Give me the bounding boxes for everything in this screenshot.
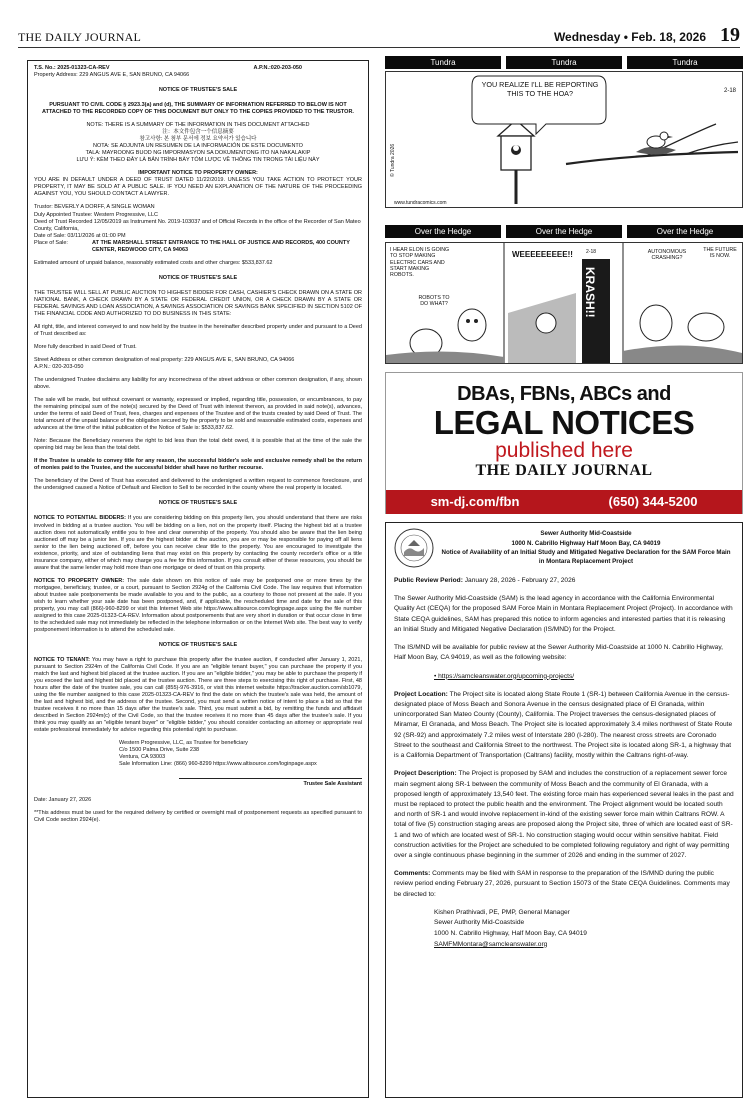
translation-notes [34, 122, 362, 164]
trustor: Trustor: BEVERLY A DORFF, A SINGLE WOMAN [34, 204, 155, 211]
hedge-panel1-reply: ROBOTS TO DO WHAT? [418, 295, 450, 308]
hedge-strip [385, 242, 743, 364]
note-tagalog: TALA: MAYROONG BUOD NG IMPORMASYON SA DOKUMENTONG ITO NA NAKALAKIP [85, 150, 311, 157]
page-number: 19 [720, 24, 740, 46]
fully-described: More fully described in said Deed of Trust. [34, 343, 137, 350]
sewer-website-link[interactable]: • https://samcleanswater.org/upcoming-projects/ [434, 672, 575, 680]
address-line: Sale Information Line: (866) 960-8299 https://www.altisource.com/loginpage.aspx [119, 761, 317, 768]
description-label: Project Description: [394, 770, 457, 778]
hedge-panel2-date: 2-18 [586, 249, 597, 255]
tundra-strip [385, 71, 743, 208]
comic-title: Tundra [506, 56, 622, 69]
ad-line-1: DBAs, FBNs, ABCs and [457, 383, 671, 405]
owner-body: The sale date shown on this notice of sale may be postponed one or more times by the mortgagee, beneficiary, trustee, or a court, pursuant to Section 2924g of the California Civil Code. The law requires that information about trustee sale postponements be made available to you and to the public, as a courtesy to those not present at the sale. If you wish to learn whether your sale date has been postponed, and, if applicable, the rescheduled time and date for the sale of this property, you may call (866)-960-8299 or visit this Internet Web site https://www.altisource.com/loginpage.aspx using the file number assigned to this case 2025-01323-CA-REV. Information about postponements that are very short in duration or that occur close in time to the scheduled sale may not immediately be reflected in the telephone information or on the Internet Web site. The best way to verify postponement information is to attend the scheduled sale. [34, 577, 362, 633]
address-line: Ventura, CA 93003 [119, 754, 166, 761]
sewer-org: Sewer Authority Mid-Coastside [540, 530, 632, 538]
beneficiary-paragraph: The beneficiary of the Deed of Trust has executed and delivered to the undersigned a written request to commence foreclosure, and the undersigned caused a Notice of Default and Election to Sell to be recorded in the county where the real property is located. [34, 478, 362, 492]
tundra-copyright: © Tundra 2026 [390, 143, 396, 177]
bidders-notice [34, 515, 362, 571]
note-korean: 참고사항: 본 첨부 문서에 정보 요약서가 있습니다 [139, 136, 257, 143]
right-title-paragraph: All right, title, and interest conveyed to and now held by the trustee in the hereinafter described property under and pursuant to a Deed of Trust described as: [34, 323, 362, 337]
place-of-sale [34, 240, 362, 254]
tundra-speech: YOU REALIZE I'LL BE REPORTING THIS TO THE HOA? [481, 80, 599, 99]
tenant-label: NOTICE TO TENANT: [34, 657, 90, 663]
place-label: Place of Sale: [34, 239, 68, 246]
legal-notices-ad[interactable] [385, 372, 743, 514]
comments-body: Comments may be filed with SAM in response to the preparation of the IS/MND during the public review period ending February 27, 2026, pursuant to Section 15073 of the State CEQA Guidelines. Comments may be directed to: [394, 870, 730, 898]
tundra-url: www.tundracomics.com [394, 200, 447, 206]
contact-line: 1000 N. Cabrillo Highway, Half Moon Bay, CA 94019 [434, 930, 587, 937]
duly-appointed-trustee: Duly Appointed Trustee: Western Progressive, LLC [34, 211, 159, 218]
apn-bottom: A.P.N.: 020-203-050 [34, 364, 84, 370]
place-value: AT THE MARSHALL STREET ENTRANCE TO THE HALL OF JUSTICE AND RECORDS, 400 COUNTY CENTER, REDWOOD CITY, CA 94063 [92, 239, 350, 253]
apn-top: A.P.N.:020-203-050 [253, 65, 302, 71]
important-heading: IMPORTANT NOTICE TO PROPERTY OWNER: [138, 170, 258, 177]
hedge-panel3-a: AUTONOMOUS CRASHING? [647, 249, 687, 262]
sewer-availability: The IS/MND will be available for public review at the Sewer Authority Mid-Coastside at 1000 N. Cabrillo Highway, Half Moon Bay, CA 94019, as well as the following website: [394, 644, 723, 662]
ts-header-row [34, 65, 362, 72]
contact-block [394, 908, 734, 950]
hedge-panel2-shout: WEEEEEEEEE!! [512, 250, 573, 259]
auction-paragraph: THE TRUSTEE WILL SELL AT PUBLIC AUCTION TO HIGHEST BIDDER FOR CASH, CASHIER'S CHECK DRAWN ON A STATE OR NATIONAL BANK, A CHECK DRAWN BY A STATE OR FEDERAL CREDIT UNION, OR A CHECK DRAWN BY A STATE OR FEDERAL SAVINGS AND LOAN ASSOCIATION, A SAVINGS ASSOCIATION OR SAVINGS BANK SPECIFIED IN SECTION 5102 OF THE FINANCIAL CODE AND AUTHORIZED TO DO BUSINESS IN THIS STATE: [34, 289, 362, 317]
signature-label: Trustee Sale Assistant [179, 778, 362, 788]
civil-code-summary: PURSUANT TO CIVIL CODE § 2923.3(a) and (d), THE SUMMARY OF INFORMATION REFERRED TO BELOW IS NOT ATTACHED TO THE RECORDED COPY OF THIS DOCUMENT BUT ONLY TO THE COPIES PROVIDED TO THE TRUSTOR. [42, 102, 354, 116]
comic-title: Tundra [385, 56, 501, 69]
comic-title: Over the Hedge [385, 225, 501, 238]
sewer-titles [438, 529, 734, 566]
trustee-sale-notice [27, 60, 369, 1098]
beneficiary-note: Note: Because the Beneficiary reserves the right to bid less than the total debt owed, it is possible that at the time of the sale the opening bid may be less than the total debt. [34, 438, 362, 452]
footnote: **This address must be used for the required delivery by certified or overnight mail of postponement requests as specified pursuant to Civil Code section 2924(e). [34, 809, 362, 823]
sale-paragraph: The sale will be made, but without covenant or warranty, expressed or implied, regarding title, possession, or encumbrances, to pay the remaining principal sum of the note(s) secured by the Deed of Trust with interest thereon, as provided in said note(s), advances, under the terms of said Deed of Trust, fees, charges and expenses of the Trustee and of the trusts created by said Deed of Trust. The total amount of the unpaid balance of the obligation secured by the property to be sold and reasonable estimated costs, expenses and advances at the time of the initial publication of the Notice of Sale is: $533,837.62. [34, 397, 362, 432]
tundra-artwork [386, 72, 742, 207]
unable-to-convey: If the Trustee is unable to convey title for any reason, the successful bidder's sole and exclusive remedy shall be the return of monies paid to the Trustee, and the successful bidder shall have no further recourse. [34, 458, 362, 472]
note-chinese: 注：本文件包含一个信息摘要 [162, 129, 234, 136]
review-value: January 28, 2026 - February 27, 2026 [464, 577, 576, 584]
location-body: The Project site is located along State Route 1 (SR-1) between California Avenue in the census-designated place of Moss Beach and Sonora Avenue in the census designated place of El Granada, within unincorporated San Mateo County (County), California. The Project traverses the census-designated places of Miramar, El Granada, and Moss Beach. The Project site is located approximately 3.4 miles northwest of State Route 92 (SR-92) and approximately 7.2 miles west of Interstate 280 (I-280). The nearest cross streets are Coronado Street to the southeast and California Street to the northwest. The Project site is located along SR-1, a highway that is a California Department of Transportation (Caltrans) facility, mostly within the Caltrans right-of-way. [394, 690, 733, 760]
notice-heading: NOTICE OF TRUSTEE'S SALE [158, 274, 238, 281]
sewer-authority-notice [385, 522, 743, 1098]
review-label: Public Review Period: [394, 577, 463, 584]
notice-date: Date: January 27, 2026 [34, 796, 92, 803]
ad-url[interactable]: sm-dj.com/fbn [430, 494, 520, 509]
comic-title: Tundra [627, 56, 743, 69]
sewer-intro: The Sewer Authority Mid-Coastside (SAM) is the lead agency in accordance with the California Environmental Quality Act (CEQA) for the proposed SAM Force Main in Montara Replacement Project (Project). In accordance with State CEQA guidelines, SAM has prepared this notice to inform agencies and interested parties that it is releasing an Initial Study and Mitigated Negative Declaration (IS/MND) for the Project. [394, 595, 733, 633]
ad-published-here: published here [495, 439, 633, 462]
contact-email[interactable]: SAMFMMontara@samcleanswater.org [434, 940, 548, 948]
comments [394, 869, 734, 900]
issue-date: Wednesday • Feb. 18, 2026 [553, 30, 706, 44]
address-line: C/o 1500 Palma Drive, Suite 238 [119, 747, 200, 754]
ts-number: T.S. No.: 2025-01323-CA-REV [34, 65, 110, 71]
deed-recorded: Deed of Trust Recorded 12/05/2019 as Instrument No. 2019-103037 and of Official Records in the office of the Recorder of San Mateo County, California, [34, 218, 361, 232]
date-of-sale: Date of Sale: 03/11/2026 at 01:00 PM [34, 232, 126, 239]
trustee-address [34, 740, 362, 768]
tenant-notice [34, 657, 362, 734]
project-location [394, 690, 734, 762]
notice-heading: NOTICE OF TRUSTEE'S SALE [158, 500, 238, 507]
review-period [394, 576, 734, 586]
publication-name: THE DAILY JOURNAL [18, 30, 142, 44]
hedge-panel3-b: THE FUTURE IS NOW. [703, 247, 737, 260]
masthead [18, 26, 740, 48]
ad-phone[interactable]: (650) 344-5200 [608, 494, 698, 509]
address-line: Western Progressive, LLC, as Trustee for beneficiary [119, 740, 248, 747]
street-address: Street Address or other common designation of real property: 229 ANGUS AVE E, SAN BRUNO, CA 94066 [34, 356, 295, 363]
hedge-artwork [386, 243, 742, 363]
ad-brand: THE DAILY JOURNAL [475, 462, 653, 479]
sewer-seal-icon [394, 528, 434, 568]
comics-section [385, 56, 743, 364]
hedge-panel2-sfx: KRASH!! [583, 267, 597, 318]
project-description [394, 769, 734, 861]
notice-heading: NOTICE OF TRUSTEE'S SALE [158, 87, 238, 94]
tundra-title-bar [385, 56, 743, 69]
comments-label: Comments: [394, 870, 431, 878]
contact-line: Sewer Authority Mid-Coastside [434, 919, 525, 927]
estimated-amount: Estimated amount of unpaid balance, reasonably estimated costs and other charges: $533,837.62 [34, 259, 273, 266]
bidders-body: If you are considering bidding on this property lien, you should understand that there are risks involved in bidding at a trustee auction. You will be bidding on a lien, not on the property itself. Placing the highest bid at a trustee auction does not automatically entitle you to free and clear ownership of the property. You should also be aware that the lien being auctioned off may be a junior lien. If you are the highest bidder at the auction, you are or may be responsible for paying off all liens senior to the lien being auctioned off, before you can receive clear title to the property. You are encouraged to investigate the existence, priority, and size of outstanding liens that may exist on this property by contacting the county recorder's office or a title insurance company, either of which may charge you a fee for this information. If you consult either of these resources, you should be aware that the same lender may hold more than one mortgage or deed of trust on this property. [34, 515, 362, 571]
note-vietnamese: LƯU Ý: KÈM THEO ĐÂY LÀ BẢN TRÌNH BÀY TÓM LƯỢC VỀ THÔNG TIN TRONG TÀI LIỆU NÀY [76, 157, 320, 164]
note-spanish: NOTA: SE ADJUNTA UN RESUMEN DE LA INFORMACIÓN DE ESTE DOCUMENTO [93, 143, 303, 150]
ad-headline: LEGAL NOTICES [433, 404, 695, 441]
important-body: YOU ARE IN DEFAULT UNDER A DEED OF TRUST DATED 11/22/2019. UNLESS YOU TAKE ACTION TO PROTECT YOUR PROPERTY, IT MAY BE SOLD AT A PUBLIC SALE. IF YOU NEED AN EXPLANATION OF THE NATURE OF THE PROCEEDING AGAINST YOU, YOU SHOULD CONTACT A LAWYER. [34, 177, 362, 198]
comic-title: Over the Hedge [506, 225, 622, 238]
location-label: Project Location: [394, 690, 448, 698]
ad-contact-band [386, 490, 742, 514]
owner-notice [34, 578, 362, 634]
sewer-title: Notice of Availability of an Initial Study and Mitigated Negative Declaration for the SAM Force Main in Montara Replacement Project [441, 549, 731, 566]
hedge-panel1-text: I HEAR ELON IS GOING TO STOP MAKING ELECTRIC CARS AND START MAKING ROBOTS. [390, 247, 450, 279]
owner-label: NOTICE TO PROPERTY OWNER: [34, 577, 125, 584]
tenant-body: You may have a right to purchase this property after the trustee auction, if conducted after January 1, 2021, pursuant to Section 2924m of the California Civil Code. If you are an "eligible tenant buyer," you can purchase the property if you match the last and highest bid placed at the trustee auction. If you are an "eligible bidder," you may be able to purchase the property if you exceed the last and highest bid placed at the trustee auction. There are three steps to exercising this right of purchase. First, 48 hours after the date of the trustee sale, you can call (855)-976-3916, or visit this internet website https://tracker.auction.com/sb1079, using the file number assigned to this case 2025-01323-CA-REV to find the date on which the trustee's sale was held, the amount of the last and highest bid, and the address of the trustee. Second, you must send a written notice of intent to place a bid so that the trustee receives it no more than 15 days after the trustee's sale. Third, you must submit a bid, by remitting the funds and affidavit described in Section 2924m(c) of the Civil Code, so that the trustee receives it no more than 45 days after the trustee's sale. If you think you may qualify as an "eligible tenant buyer" or "eligible bidder," you should consider contacting an attorney or appropriate real estate professional immediately for advice regarding this potential right to purchase. [34, 657, 362, 734]
note-english: NOTE: THERE IS A SUMMARY OF THE INFORMATION IN THIS DOCUMENT ATTACHED [86, 122, 310, 129]
sewer-address: 1000 N. Cabrillo Highway Half Moon Bay, CA 94019 [511, 539, 661, 547]
tundra-date: 2-18 [724, 88, 737, 94]
contact-line: Kishen Prathivadi, PE, PMP, General Manager [434, 908, 570, 916]
property-address: Property Address: 229 ANGUS AVE E, SAN BRUNO, CA 94066 [34, 72, 190, 79]
bidders-label: NOTICE TO POTENTIAL BIDDERS: [34, 515, 126, 522]
disclaimer-paragraph: The undersigned Trustee disclaims any liability for any incorrectness of the street address or other common designation, if any, shown above. [34, 377, 362, 391]
notice-heading: NOTICE OF TRUSTEE'S SALE [158, 641, 238, 648]
comic-title: Over the Hedge [627, 225, 743, 238]
hedge-title-bar [385, 225, 743, 238]
description-body: The Project is proposed by SAM and includes the construction of a replacement sewer force main segment along SR-1 between the community of Moss Beach and the community of El Granada, with a proposed length of approximately 13,540 feet. The existing force main has experienced several leaks in the past and must be replaced to protect the public health and the environment. The Project alignment would be located south and north of SR-1 and would involve replacement in-kind of the existing sewer force main within Caltrans ROW. A total of five (5) construction staging areas are proposed along the Project site, three of which are located east of SR-1 and two of which are located west of SR-1. No construction staging would occur within sensitive habitat. Field construction activities for the Project are scheduled to be completed following regulatory and right of way permitting over a single continuous phase beginning in the summer of 2026 and ending in the summer of 2027. [394, 770, 734, 860]
sewer-header [394, 528, 734, 568]
